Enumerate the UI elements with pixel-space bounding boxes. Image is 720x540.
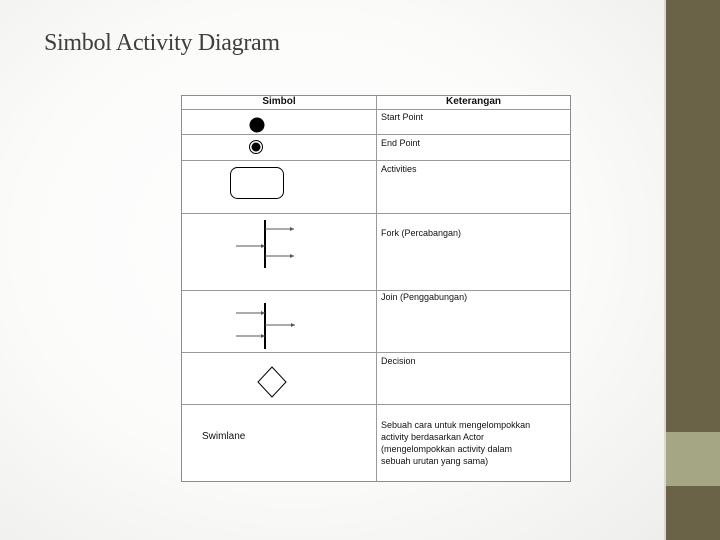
row-divider xyxy=(182,290,570,291)
sidebar-accent-block xyxy=(666,432,720,486)
row-divider xyxy=(182,134,570,135)
decision-symbol xyxy=(256,366,288,398)
fork-symbol xyxy=(232,218,302,270)
join-symbol xyxy=(232,301,302,351)
swimlane-description-line: Sebuah cara untuk mengelompokkan xyxy=(381,420,531,430)
end-point-label: End Point xyxy=(381,138,421,148)
row-divider xyxy=(182,404,570,405)
row-divider xyxy=(182,213,570,214)
symbol-table xyxy=(181,95,571,482)
column-divider xyxy=(376,96,377,481)
join-label: Join (Penggabungan) xyxy=(381,292,468,302)
swimlane-description-line: sebuah urutan yang sama) xyxy=(381,456,489,466)
fork-label: Fork (Percabangan) xyxy=(381,228,462,238)
swimlane-description xyxy=(381,419,530,467)
row-divider xyxy=(182,352,570,353)
row-divider xyxy=(182,109,570,110)
decision-label: Decision xyxy=(381,356,416,366)
header-simbol: Simbol xyxy=(262,96,296,107)
activities-label: Activities xyxy=(381,164,417,174)
start-point-label: Start Point xyxy=(381,112,424,122)
swimlane-description-line: activity berdasarkan Actor xyxy=(381,432,485,442)
activity-symbol xyxy=(228,166,288,202)
start-point-symbol xyxy=(248,116,266,134)
swimlane-label: Swimlane xyxy=(202,431,246,442)
swimlane-description-line: (mengelompokkan activity dalam xyxy=(381,444,513,454)
row-divider xyxy=(182,160,570,161)
header-keterangan: Keterangan xyxy=(445,96,501,107)
end-point-symbol xyxy=(248,139,264,155)
slide-title: Simbol Activity Diagram xyxy=(44,30,280,56)
